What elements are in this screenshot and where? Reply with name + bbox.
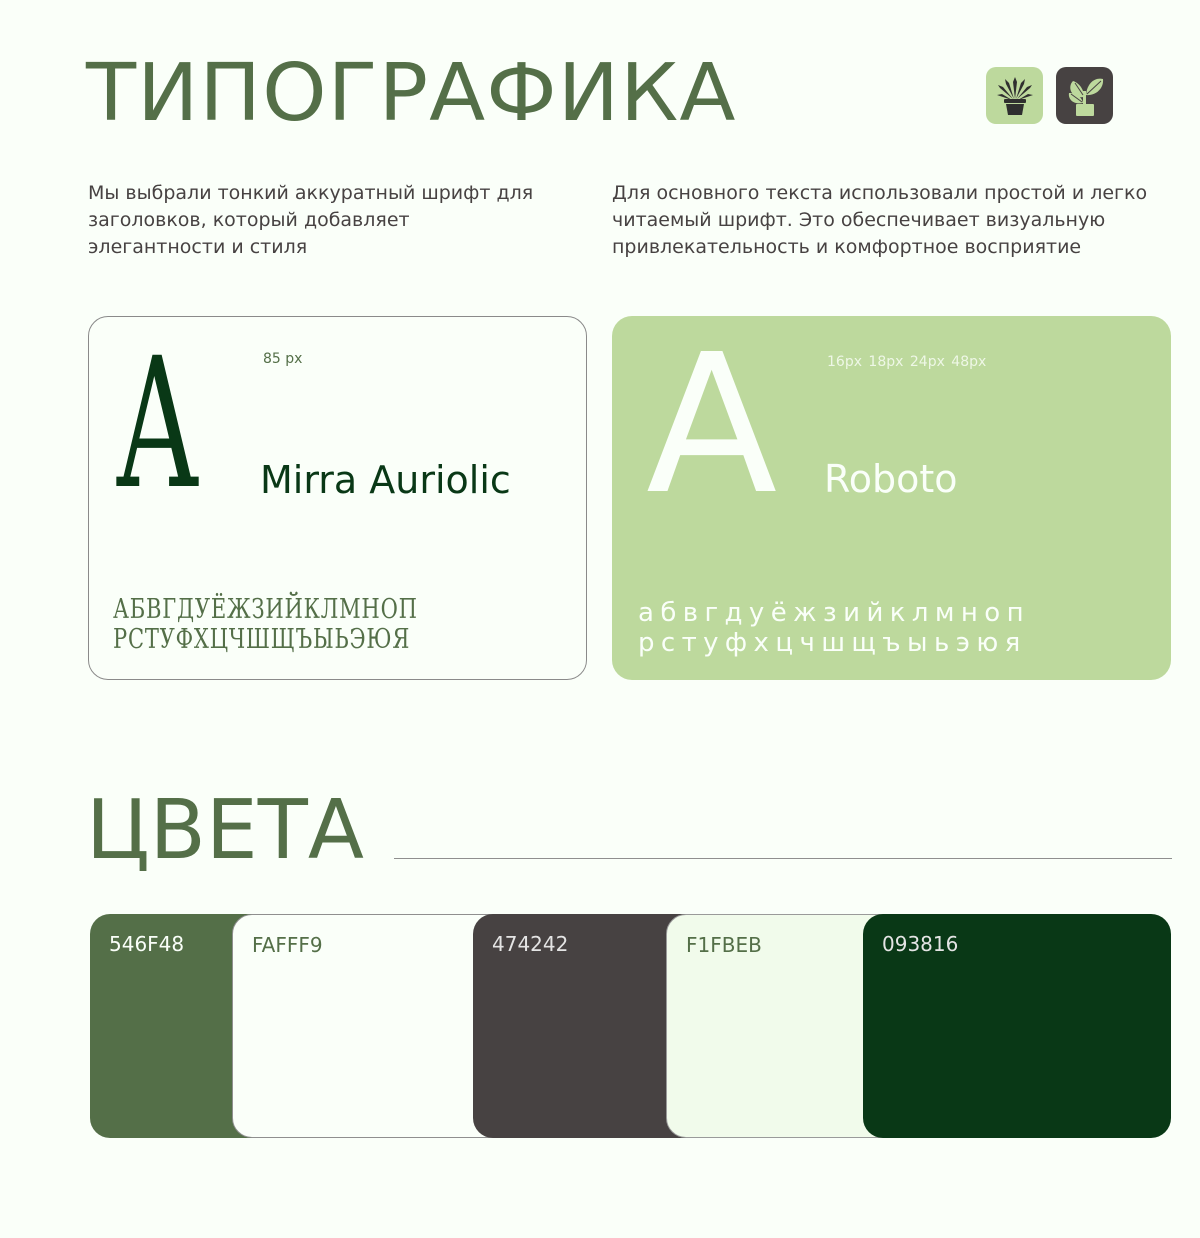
body-font-name: Roboto [824,457,958,501]
heading-font-description: Мы выбрали тонкий аккуратный шрифт для заголовков, который добавляет элегантности и стиля [88,182,534,258]
body-font-card [612,316,1171,680]
color-swatch [863,914,1171,1138]
colors-section-title: ЦВЕТА [86,783,364,878]
body-font-alphabet [638,598,1030,658]
section-divider [394,858,1172,859]
color-hex-label: F1FBEB [686,933,762,957]
heading-alphabet-line: РСТУФХЦЧШЩЪЫЬЭЮЯ [113,624,411,655]
body-font-specimen-letter: A [646,314,778,537]
potted-plant-icon [986,67,1043,124]
heading-alphabet-line: АБВГДУЁЖЗИЙКЛМНОП [113,594,418,625]
heading-font-card [88,316,587,680]
page-title: ТИПОГРАФИКА [86,47,737,140]
body-alphabet-line: абвгдуёжзийклмноп [638,598,1030,628]
body-font-description: Для основного текста использовали простой и легко читаемый шрифт. Это обеспечивает визуальную привлекательность и комфортное восприятие [612,182,1148,258]
color-hex-label: FAFFF9 [252,933,323,957]
body-font-sizes: 16px 18px 24px 48px [827,354,987,370]
houseplant-icon [1056,67,1113,124]
heading-font-alphabet [113,595,418,655]
heading-font-name: Mirra Auriolic [260,458,511,502]
heading-font-specimen-letter: A [117,320,198,529]
color-hex-label: 546F48 [109,932,185,956]
heading-font-size: 85 px [263,351,303,367]
body-alphabet-line: рстуфхцчшщъыьэюя [638,628,1027,658]
color-hex-label: 093816 [882,932,959,956]
color-hex-label: 474242 [492,932,569,956]
